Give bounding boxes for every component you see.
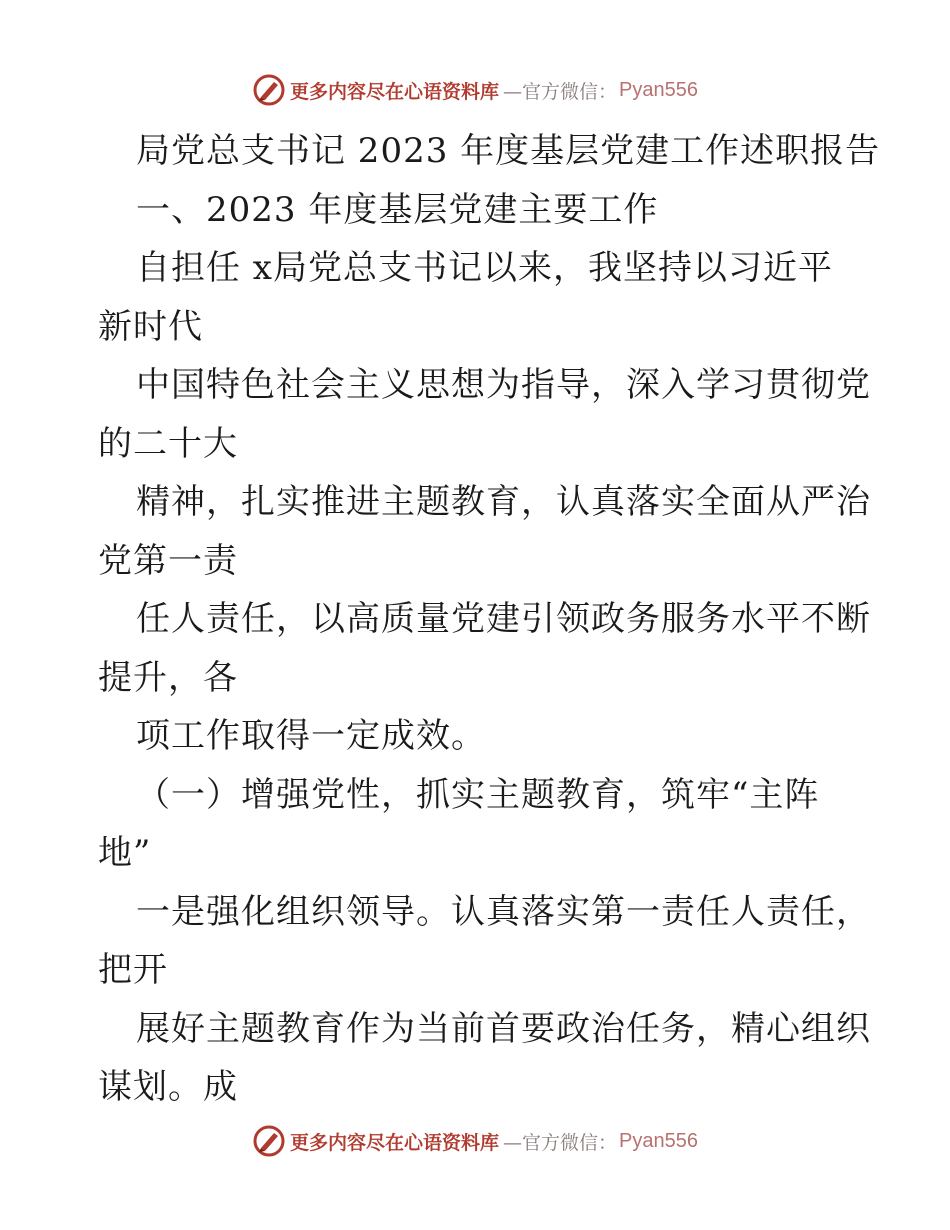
text-line: 中国特色社会主义思想为指导，深入学习贯彻党 [136, 365, 871, 405]
text-line: 把开 [98, 950, 168, 990]
text-line: 任人责任，以高质量党建引领政务服务水平不断 [136, 599, 871, 639]
text-line: 精神，扎实推进主题教育，认真落实全面从严治 [136, 482, 871, 522]
document-title: 局党总支书记 2023 年度基层党建工作述职报告 [136, 131, 881, 171]
brand-logo-icon [252, 73, 286, 107]
document-body [98, 122, 881, 1117]
footer-watermark-banner [0, 1121, 950, 1161]
watermark-wechat-id: Pyan556 [619, 78, 698, 101]
text-line: 一是强化组织领导。认真落实第一责任人责任， [136, 891, 871, 932]
text-line: 的二十大 [98, 423, 238, 464]
text-line: 地” [98, 833, 152, 873]
watermark-sub-text: —官方微信： [503, 80, 618, 103]
watermark-wechat-id: Pyan556 [619, 1129, 698, 1152]
text-line: 新时代 [98, 306, 203, 347]
brand-logo-icon [252, 1124, 286, 1158]
watermark-main-text: 更多内容尽在心语资料库 [290, 1131, 500, 1154]
text-line: 提升，各 [98, 657, 238, 698]
text-line: 自担任 x局党总支书记以来，我坚持以习近平 [136, 248, 833, 288]
section-heading: 一、2023 年度基层党建主要工作 [136, 189, 659, 230]
text-line: 党第一责 [98, 540, 238, 581]
text-line: 谋划。成 [98, 1067, 238, 1107]
watermark-main-text: 更多内容尽在心语资料库 [290, 80, 500, 103]
watermark-sub-text: —官方微信： [503, 1131, 618, 1154]
subsection-heading: （一）增强党性，抓实主题教育，筑牢“主阵 [136, 774, 820, 815]
text-line: 项工作取得一定成效。 [136, 716, 486, 756]
header-watermark-banner [0, 70, 950, 110]
text-line: 展好主题教育作为当前首要政治任务，精心组织 [136, 1008, 871, 1049]
